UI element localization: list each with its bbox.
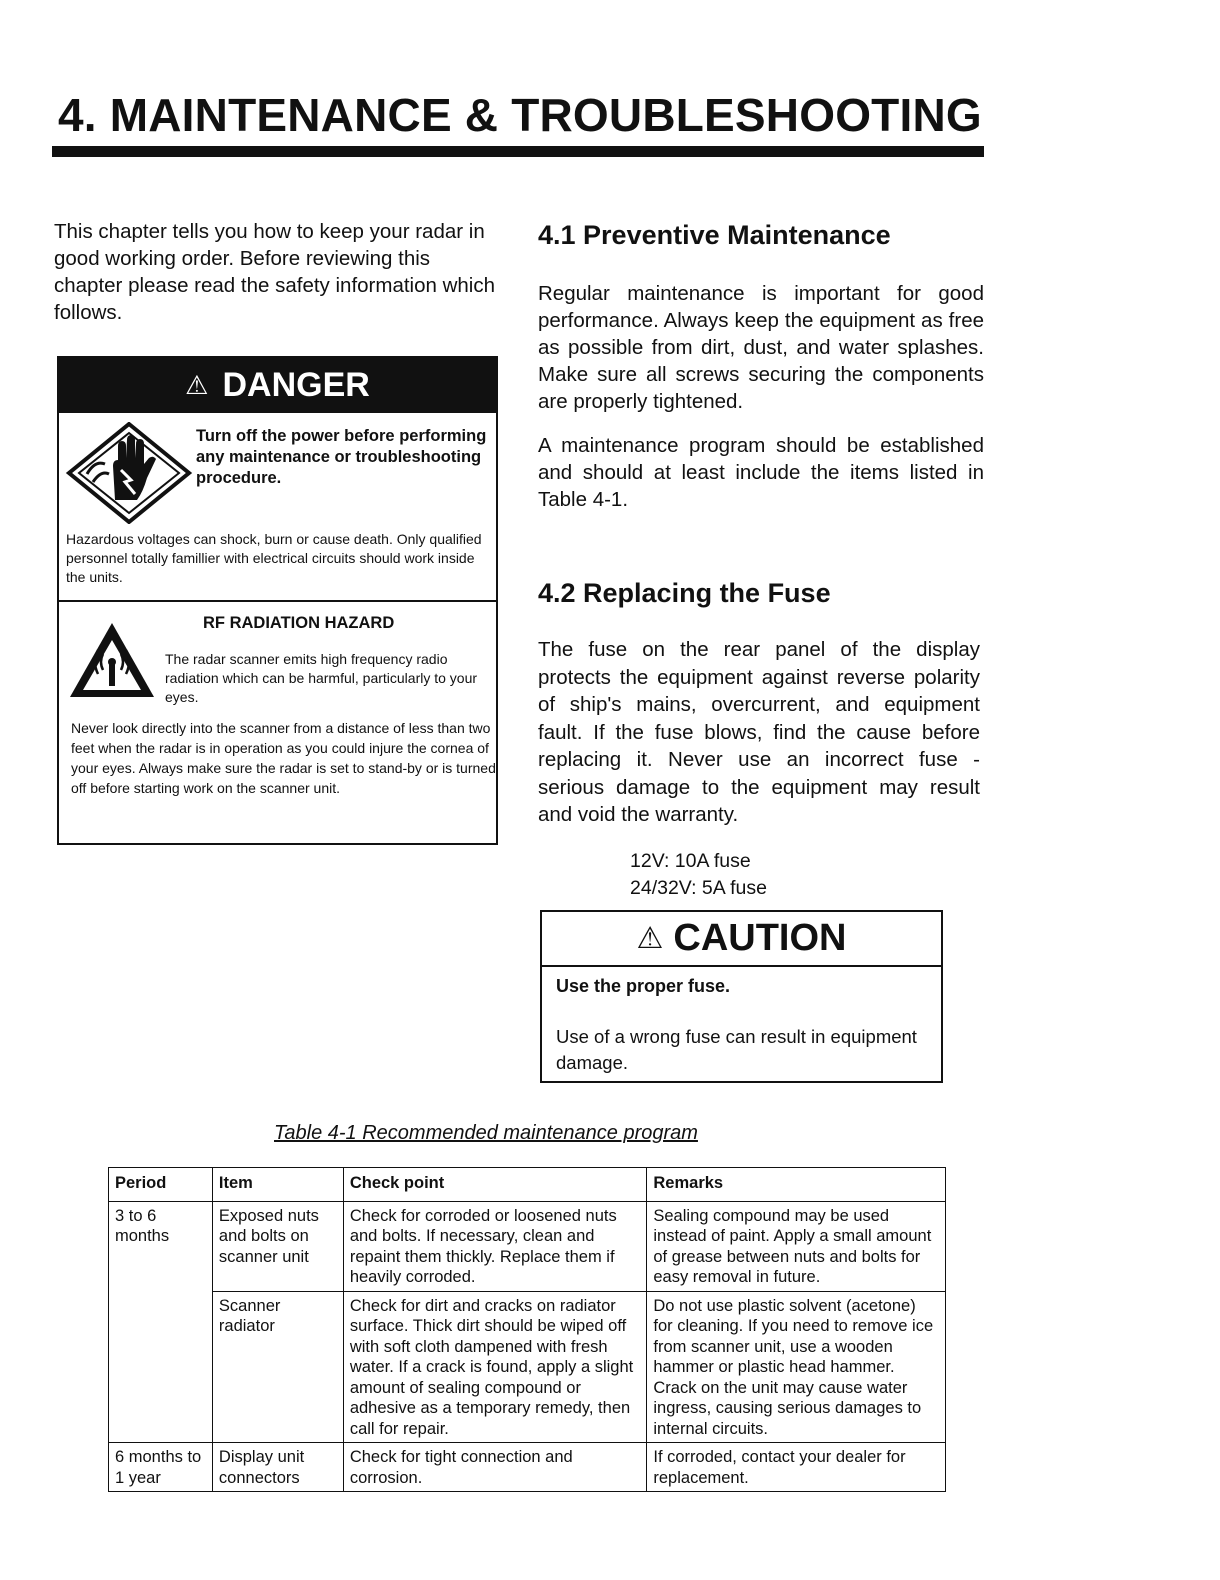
warning-triangle-icon: ⚠ — [636, 922, 664, 955]
table-caption: Table 4-1 Recommended maintenance program — [274, 1122, 698, 1144]
chapter-title: 4. MAINTENANCE & TROUBLESHOOTING — [58, 89, 982, 141]
fuse-rating-12v: 12V: 10A fuse — [630, 850, 751, 872]
cell-item: Display unit connectors — [212, 1443, 343, 1492]
cell-period: 6 months to 1 year — [109, 1443, 213, 1492]
danger-box — [57, 356, 498, 845]
column-header-check-point: Check point — [343, 1168, 647, 1202]
column-header-period: Period — [109, 1168, 213, 1202]
cell-remarks: Do not use plastic solvent (acetone) for cleaning. If you need to remove ice from scanner unit, use a wooden hammer or plastic head hammer. Crack on the unit may cause water ingress, causing serious damages to internal circuits. — [647, 1291, 946, 1443]
rf-hazard-title: RF RADIATION HAZARD — [203, 614, 395, 632]
cell-item: Exposed nuts and bolts on scanner unit — [212, 1201, 343, 1291]
section-4-1-heading: 4.1 Preventive Maintenance — [538, 220, 891, 250]
danger-heading: DANGER — [222, 366, 370, 404]
rf-radiation-icon — [67, 620, 157, 700]
caution-body: Use of a wrong fuse can result in equipment damage. — [556, 1026, 917, 1073]
maintenance-table — [108, 1167, 946, 1492]
column-header-item: Item — [212, 1168, 343, 1202]
danger-divider — [59, 600, 496, 602]
fuse-ratings — [630, 848, 767, 902]
cell-remarks: If corroded, contact your dealer for replacement. — [647, 1443, 946, 1492]
section-4-2-paragraph: The fuse on the rear panel of the display protects the equipment against reverse polarity of ship's mains, overcurrent, and equipment fault. If the fuse blows, find the cause before replacing it. Never use an incorrect fuse - serious damage to the equipment may result and void the warranty. — [538, 638, 980, 826]
danger-header — [59, 358, 496, 413]
caution-header — [542, 912, 941, 967]
cell-check-point: Check for dirt and cracks on radiator surface. Thick dirt should be wiped off with soft cloth dampened with fresh water. If a crack is found, apply a slight amount of sealing compound or adhesive as a temporary remedy, then call for repair. — [343, 1291, 647, 1443]
title-rule — [52, 146, 984, 157]
danger-body: Hazardous voltages can shock, burn or cause death. Only qualified personnel totally famillier with electrical circuits should work inside the units. — [66, 531, 482, 585]
section-4-1-paragraph-1: Regular maintenance is important for good performance. Always keep the equipment as free as possible from dirt, dust, and water splashes. Make sure all screws securing the components are properly tightened. — [538, 282, 984, 413]
caution-box — [540, 910, 943, 1083]
fuse-rating-24v: 24/32V: 5A fuse — [630, 877, 767, 899]
rf-hazard-lead: The radar scanner emits high frequency radio radiation which can be harmful, particularly to your eyes. — [165, 651, 478, 705]
table-header-row — [109, 1168, 946, 1202]
intro-paragraph: This chapter tells you how to keep your radar in good working order. Before reviewing this chapter please read the safety information which follows. — [54, 220, 496, 324]
danger-lead: Turn off the power before performing any maintenance or troubleshooting procedure. — [196, 427, 487, 487]
section-4-2-heading: 4.2 Replacing the Fuse — [538, 578, 831, 608]
warning-triangle-icon: ⚠ — [185, 370, 209, 400]
cell-check-point: Check for corroded or loosened nuts and bolts. If necessary, clean and repaint them thickly. Replace them if heavily corroded. — [343, 1201, 647, 1291]
section-4-1-paragraph-2: A maintenance program should be established and should at least include the items listed in Table 4-1. — [538, 434, 984, 511]
caution-heading: CAUTION — [673, 917, 847, 959]
rf-hazard-body: Never look directly into the scanner from a distance of less than two feet when the radar is in operation as you could injure the cornea of your eyes. Always make sure the radar is set to stand-by or is turned off before starting work on the scanner unit. — [71, 720, 496, 796]
cell-item: Scanner radiator — [212, 1291, 343, 1443]
column-header-remarks: Remarks — [647, 1168, 946, 1202]
table-row — [109, 1443, 946, 1492]
table-row — [109, 1201, 946, 1291]
table-row — [109, 1291, 946, 1443]
cell-check-point: Check for tight connection and corrosion. — [343, 1443, 647, 1492]
cell-remarks: Sealing compound may be used instead of paint. Apply a small amount of grease between nuts and bolts for easy removal in future. — [647, 1201, 946, 1291]
caution-lead: Use the proper fuse. — [556, 976, 731, 996]
high-voltage-hand-icon — [65, 422, 193, 524]
cell-period: 3 to 6 months — [109, 1201, 213, 1443]
